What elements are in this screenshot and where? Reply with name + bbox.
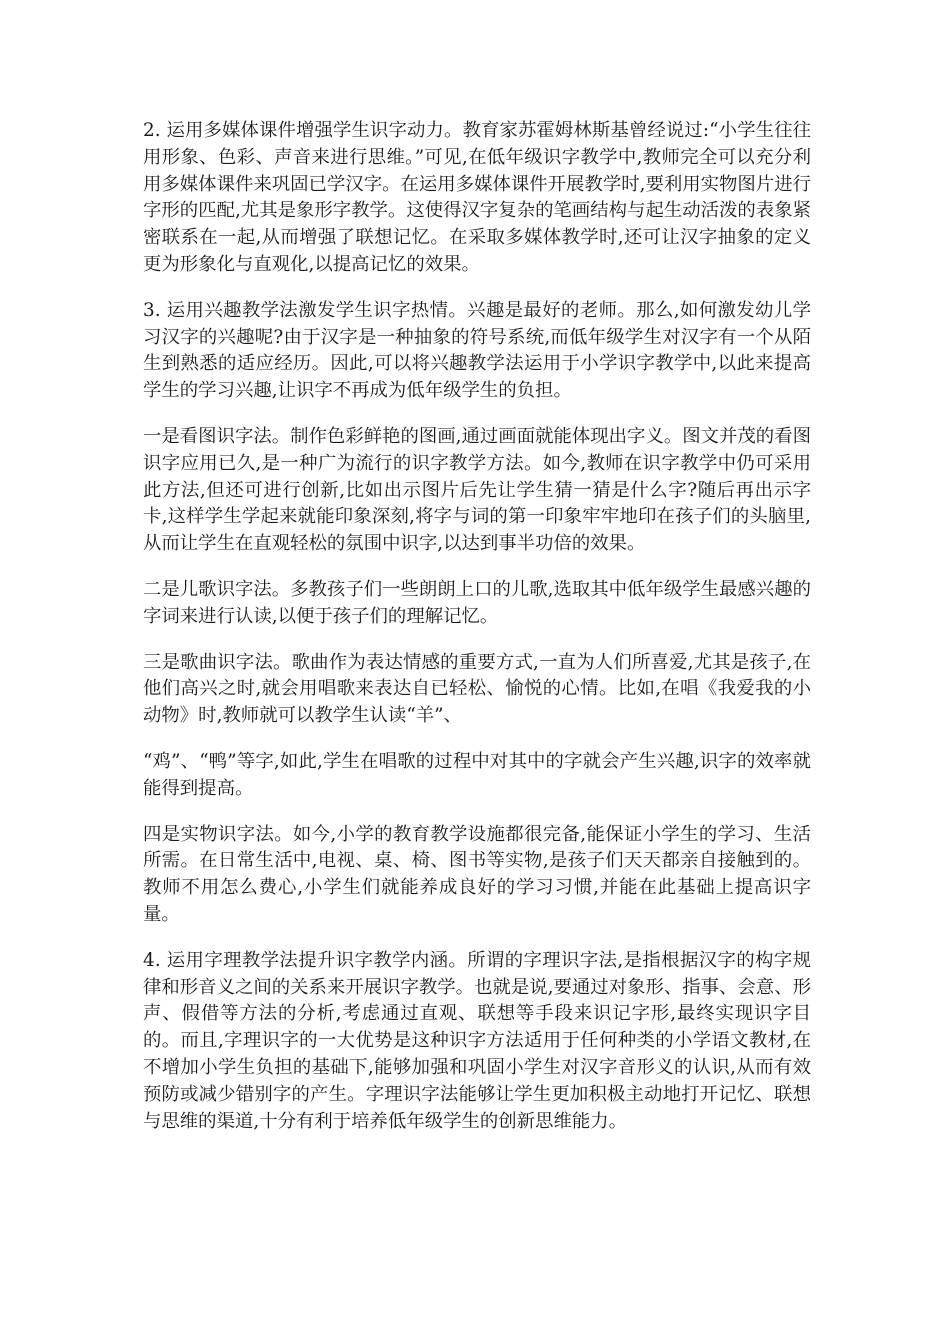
paragraph-object-method: 四是实物识字法。如今,小学的教育教学设施都很完备,能保证小学生的学习、生活所需。在日常生活中,电视、桌、椅、图书等实物,是孩子们天天都亲自接触到的。教师不用怎么费心,小学生们就能养成良好的学习习惯,并能在此基础上提高识字量。 xyxy=(143,823,811,925)
paragraph-nursery-rhyme-method: 二是儿歌识字法。多教孩子们一些朗朗上口的儿歌,选取其中低年级学生最感兴趣的字词来进行认读,以便于孩子们的理解记忆。 xyxy=(143,578,811,627)
paragraph-song-method: 三是歌曲识字法。歌曲作为表达情感的重要方式,一直为人们所喜爱,尤其是孩子,在他们高兴之时,就会用唱歌来表达自已轻松、愉悦的心情。比如,在唱《我爱我的小动物》时,教师就可以教学生认读“羊”、 xyxy=(143,651,811,727)
paragraph-interest-method: 3. 运用兴趣教学法激发学生识字热情。兴趣是最好的老师。那么,如何激发幼儿学习汉字的兴趣呢?由于汉字是一种抽象的符号系统,而低年级学生对汉字有一个从陌生到熟悉的适应经历。因此,可以将兴趣教学法运用于小学识字教学中,以此来提高学生的学习兴趣,让识字不再成为低年级学生的负担。 xyxy=(143,299,811,402)
paragraph-song-method-continued: “鸡”、“鸭”等字,如此,学生在唱歌的过程中对其中的字就会产生兴趣,识字的效率就能得到提高。 xyxy=(143,750,811,799)
paragraph-character-logic-method: 4. 运用字理教学法提升识字教学内涵。所谓的字理识字法,是指根据汉字的构字规律和形音义之间的关系来开展识字教学。也就是说,要通过对象形、指事、会意、形声、假借等方法的分析,考虑通过直观、联想等手段来识记字形,最终实现识字目的。而且,字理识字的一大优势是这种识字方法适用于任何种类的小学语文教材,在不增加小学生负担的基础下,能够加强和巩固小学生对汉字音形义的认识,从而有效预防或减少错别字的产生。字理识字法能够让学生更加积极主动地打开记忆、联想与思维的渠道,十分有利于培养低年级学生的创新思维能力。 xyxy=(143,949,811,1132)
paragraph-picture-method: 一是看图识字法。制作色彩鲜艳的图画,通过画面就能体现出字义。图文并茂的看图识字应用已久,是一种广为流行的识字教学方法。如今,教师在识字教学中仍可采用此方法,但还可进行创新,比如出示图片后先让学生猜一猜是什么字?随后再出示字卡,这样学生学起来就能印象深刻,将字与词的第一印象牢牢地印在孩子们的头脑里,从而让学生在直观轻松的氛围中识字,以达到事半功倍的效果。 xyxy=(143,425,811,555)
document-body xyxy=(143,118,811,1154)
paragraph-multimedia: 2. 运用多媒体课件增强学生识字动力。教育家苏霍姆林斯基曾经说过:“小学生往往用形象、色彩、声音来进行思维。”可见,在低年级识字教学中,教师完全可以充分利用多媒体课件来巩固已学汉字。在运用多媒体课件开展教学时,要利用实物图片进行字形的匹配,尤其是象形字教学。这使得汉字复杂的笔画结构与起生动活泼的表象紧密联系在一起,从而增强了联想记忆。在采取多媒体教学时,还可让汉字抽象的定义更为形象化与直观化,以提高记忆的效果。 xyxy=(143,120,811,275)
